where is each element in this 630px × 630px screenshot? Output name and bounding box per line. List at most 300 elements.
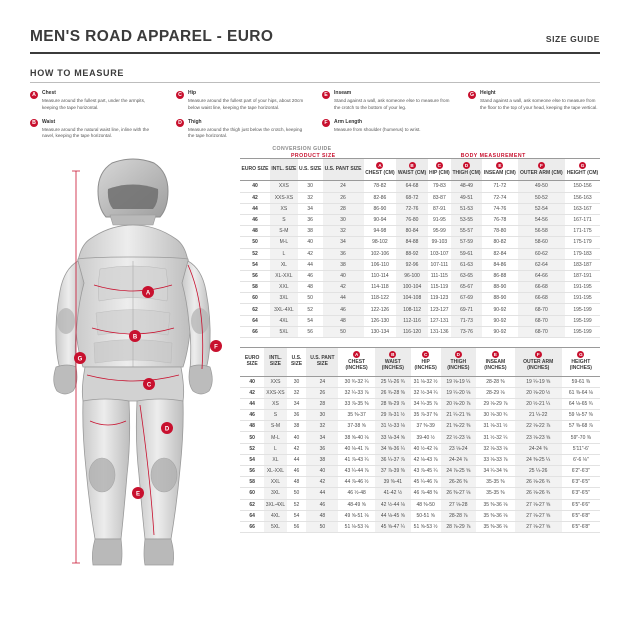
svg-text:F: F (214, 344, 218, 351)
table-cell: 111-115 (428, 270, 451, 281)
table-cell: XXS-XS (264, 387, 286, 398)
table-cell: 87-91 (428, 203, 451, 214)
table-cell: 22 ½-23 ⅛ (441, 432, 477, 443)
col-header-euro-size-in: EURO SIZE (240, 348, 264, 377)
table-cell: 44 (323, 293, 364, 304)
table-row (240, 376, 600, 387)
table-cell: 3XL (270, 293, 298, 304)
table-cell: 42 (306, 477, 338, 488)
table-cell: 35 ⅞-37 ⅜ (411, 410, 441, 421)
table-cell: 40 ⅛-41 ⅞ (338, 443, 375, 454)
table-cell: 32 ⅛-33 ⅛ (476, 443, 515, 454)
table-cell: 80-84 (396, 226, 428, 237)
table-cell: 38 (323, 259, 364, 270)
table-cell: 50 (298, 293, 323, 304)
table-cell: 56 (240, 270, 270, 281)
table-cell: 183-187 (565, 259, 600, 270)
table-cell: 66 (240, 326, 270, 337)
table-row (240, 304, 600, 315)
table-cell: S-M (270, 226, 298, 237)
table-cell: 45 ¼-46 ⅞ (411, 477, 441, 488)
table-cell: 32 (298, 192, 323, 203)
table-cell: 42 (287, 443, 307, 454)
table-cell: 91-95 (428, 214, 451, 225)
table-cell: 150-156 (565, 181, 600, 192)
table-cell: XS (264, 398, 286, 409)
table-cell: 50 (240, 237, 270, 248)
table-cell: 38 (298, 226, 323, 237)
col-badge-g: G (580, 163, 585, 169)
table-cell: 78-80 (482, 226, 518, 237)
table-cell: XXL (264, 477, 286, 488)
header-guide-block (480, 34, 600, 54)
measure-item-text: Measure from shoulder (humerus) to wrist. (334, 126, 421, 132)
table-cell: 191-195 (565, 293, 600, 304)
table-cell: 44 (240, 203, 270, 214)
table-cell: 64 ⅛-65 ¾ (562, 398, 600, 409)
col-header-chest-in: A CHEST (INCHES) (338, 348, 375, 377)
table-cell: 73-76 (451, 326, 482, 337)
table-cell: 60-62 (518, 248, 565, 259)
table-cell: 28 (306, 398, 338, 409)
table-cell: 82-86 (364, 192, 397, 203)
table-cell: 43 ¼-44 ⅞ (338, 466, 375, 477)
table-cell: 98-102 (364, 237, 397, 248)
table-cell: 58 (240, 477, 264, 488)
size-tables (240, 146, 600, 593)
table-cell: 28-28 ⅞ (441, 510, 477, 521)
table-cell: 28 ⅜-29 ⅞ (375, 398, 411, 409)
table-cell: XXL (270, 282, 298, 293)
table-cell: 36 (298, 214, 323, 225)
table-cell: 46 ⅞-48 ⅜ (411, 488, 441, 499)
table-cell: 64 (240, 315, 270, 326)
table-cell: 90-92 (482, 326, 518, 337)
table-cell: 29 ⅞-31 ½ (375, 410, 411, 421)
table-cell: 56 (298, 326, 323, 337)
table-cell: 38 ⅝-40 ⅛ (338, 432, 375, 443)
table-cell: 82-84 (482, 248, 518, 259)
table-cell: 115-119 (428, 282, 451, 293)
table-cell: 179-183 (565, 248, 600, 259)
table-cell: 37-38 ⅝ (338, 421, 375, 432)
table-cell: 30 (287, 376, 307, 387)
table-cell: 40 (298, 237, 323, 248)
table-cell: 52-54 (518, 203, 565, 214)
table-cell: 48-49 (451, 181, 482, 192)
table-cell: 59-61 (451, 248, 482, 259)
measure-item (30, 90, 162, 112)
table-row (240, 466, 600, 477)
table-row (240, 398, 600, 409)
col-header-hip-cm: C HIP (CM) (428, 159, 451, 181)
table-row (240, 510, 600, 521)
table-cell: 46 (240, 410, 264, 421)
table-cell: 4XL (264, 510, 286, 521)
col-header-height-cm: G HEIGHT (CM) (565, 159, 600, 181)
table-cell: 46 ½-48 (338, 488, 375, 499)
table-cell: 32 (287, 387, 307, 398)
table-cell: 60 (240, 293, 270, 304)
table-cell: 62-64 (518, 259, 565, 270)
table-cell: XL (264, 454, 286, 465)
table-cell: 3XL-4XL (270, 304, 298, 315)
size-guide-label: SIZE GUIDE (545, 34, 600, 44)
table-cell: 66-68 (518, 293, 565, 304)
table-cell: 48 (323, 315, 364, 326)
table-cell: 28-28 ⅜ (476, 376, 515, 387)
group-header-conversion-guide: CONVERSION GUIDE (272, 146, 332, 153)
table-cell: 28 ⅞-29 ⅞ (441, 521, 477, 532)
table-cell: 35 ⅜-36 ⅛ (476, 510, 515, 521)
measure-item (176, 90, 308, 112)
table-cell: 26 (323, 192, 364, 203)
col-header-outer-arm-cm: F OUTER ARM (CM) (518, 159, 565, 181)
table-cell: 49-51 (451, 192, 482, 203)
table-cell: 23 ⅛-24 (441, 443, 477, 454)
table-cell: 83-87 (428, 192, 451, 203)
table-cell: 24 ⅜-25 ¼ (515, 454, 562, 465)
table-cell: 29 ⅛-29 ⅞ (476, 398, 515, 409)
table-row (240, 315, 600, 326)
table-cell: 56-58 (518, 226, 565, 237)
table-cell: L (264, 443, 286, 454)
table-cell: 35-35 ⅜ (476, 477, 515, 488)
table-cell: 22 ⅛-22 ⅞ (515, 421, 562, 432)
col-badge-g: G (579, 352, 583, 357)
table-cell: 48 (287, 477, 307, 488)
table-cell: XXS (270, 181, 298, 192)
table-cell: 130-134 (364, 326, 397, 337)
svg-text:E: E (135, 491, 141, 498)
table-cell: 26 ⅜-27 ⅛ (441, 488, 477, 499)
table-cell: 100-104 (396, 282, 428, 293)
table-cell: L (270, 248, 298, 259)
table-cell: 35 ⅜-36 ⅛ (476, 499, 515, 510)
col-badge-f: F (535, 351, 542, 358)
table-cell: 27 ⅛-27 ⅝ (515, 499, 562, 510)
table-cell: 92-96 (396, 259, 428, 270)
table-cell: 42 (240, 192, 270, 203)
table-cell: 25 ¼-26 ¾ (375, 376, 411, 387)
table-row (240, 443, 600, 454)
table-cell: 171-175 (565, 226, 600, 237)
table-cell: 42 ½-44 ⅛ (375, 499, 411, 510)
table-cell: 27 ⅛-27 ⅝ (515, 510, 562, 521)
table-cell: 90-92 (482, 315, 518, 326)
col-header-us-pant-size: U.S. PANT SIZE (323, 159, 364, 181)
table-cell: 64 (240, 510, 264, 521)
table-cell: 195-199 (565, 315, 600, 326)
how-to-measure-divider (30, 82, 600, 83)
table-cell: 59 ⅛-57 ⅜ (562, 410, 600, 421)
col-header-thigh-in: D THIGH (INCHES) (441, 348, 477, 377)
measure-item-text: Stand against a wall, ask someone else to measure from the floor to the top of your head, keeping the tape vertical. (480, 98, 598, 110)
table-cell: 46 (287, 466, 307, 477)
table-cell: 106-110 (364, 259, 397, 270)
table-row (240, 270, 600, 281)
table-cell: 40 (240, 376, 264, 387)
table-cell: 54 (287, 510, 307, 521)
table-cell: 54 (298, 315, 323, 326)
table-cell: 127-131 (428, 315, 451, 326)
table-row (240, 387, 600, 398)
table-cell: XXS-XS (270, 192, 298, 203)
table-cell: 66-68 (518, 282, 565, 293)
table-row (240, 454, 600, 465)
table-cell: 45 ⅝-47 ¼ (375, 521, 411, 532)
table-cell: 31 ½-32 ¼ (476, 432, 515, 443)
table-cell: 31 ⅛-31 ½ (476, 421, 515, 432)
table-cell: 44 ⅞-46 ½ (338, 477, 375, 488)
callout-badge-e: E (322, 91, 330, 99)
table-cell: 35 ⅜-36 ⅛ (476, 521, 515, 532)
table-cell: 88-92 (396, 248, 428, 259)
measure-item (176, 119, 308, 141)
table-cm (240, 158, 600, 338)
table-cell: 90-94 (364, 214, 397, 225)
how-to-measure-column-3 (322, 90, 454, 147)
callout-badge-f: F (322, 119, 330, 127)
table-cell: 20 ⅛-20 ⅞ (441, 398, 477, 409)
rider-figure (30, 153, 236, 593)
table-cell: 42 (240, 387, 264, 398)
table-cell: S-M (264, 421, 286, 432)
table-cell: 103-107 (428, 248, 451, 259)
table-cell: 26 ⅛-26 ¾ (515, 488, 562, 499)
col-badge-c: C (423, 352, 428, 357)
table-cell: 49 ⅝-51 ⅛ (338, 510, 375, 521)
table-cell: 84-86 (482, 259, 518, 270)
table-cell: 46 (240, 214, 270, 225)
svg-text:A: A (145, 290, 151, 297)
table-cell: 66 (240, 521, 264, 532)
table-cell: 20 ⅛-20 ½ (515, 387, 562, 398)
table-cell: 43 ⅞-45 ¼ (411, 466, 441, 477)
table-row (240, 282, 600, 293)
table-cell: 104-108 (396, 293, 428, 304)
table-cell: M-L (264, 432, 286, 443)
table-cell: 6'5"-6'8" (562, 521, 600, 532)
table-cell: 4XL (270, 315, 298, 326)
page-title: MEN'S ROAD APPAREL - EURO (30, 28, 274, 45)
table-cell: 30 ¾-32 ¼ (338, 376, 375, 387)
table-cell: S (264, 410, 286, 421)
table-row (240, 237, 600, 248)
table-cell: 32 (323, 226, 364, 237)
table-row (240, 293, 600, 304)
table-cell: 44 (240, 398, 264, 409)
table-cell: 5'11"-6' (562, 443, 600, 454)
table-cell: 54 (240, 454, 264, 465)
table-cell: 33 ⅛-34 ⅝ (375, 432, 411, 443)
callout-badge-g: G (469, 91, 475, 98)
measure-item-name: Inseam (334, 90, 352, 96)
table-row (240, 488, 600, 499)
table-cell: 20 ½-21 ¼ (515, 398, 562, 409)
table-cell: 6'-6 ⅛" (562, 454, 600, 465)
table-cell: 26-26 ⅜ (441, 477, 477, 488)
table-cell: 90-92 (482, 304, 518, 315)
table-cell: 52 (240, 248, 270, 259)
table-row (240, 499, 600, 510)
col-badge-b: B (391, 352, 395, 357)
table-cell: 68-70 (518, 304, 565, 315)
table-cell: 30 (306, 410, 338, 421)
table-cell: 71-73 (451, 315, 482, 326)
table-cell: 39-40 ½ (411, 432, 441, 443)
table-cell: 3XL (264, 488, 286, 499)
table-cell: 63-65 (451, 270, 482, 281)
table-cell: 28 (323, 203, 364, 214)
table-cell: 36 (323, 248, 364, 259)
table-cell: 24 (306, 376, 338, 387)
table-row (240, 421, 600, 432)
table-cell: 27 ⅛-27 ⅝ (515, 521, 562, 532)
table-cell: XL-XXL (270, 270, 298, 281)
measure-item-name: Thigh (188, 118, 202, 125)
table-cell: 34 (298, 203, 323, 214)
table-cell: 34 ⅝-36 ¼ (375, 443, 411, 454)
callout-badge-b: B (30, 119, 38, 127)
table-cell: 40 (323, 270, 364, 281)
col-header-us-pant-size-in: U.S. PANT SIZE (306, 348, 338, 377)
how-to-measure-column-2 (176, 90, 308, 147)
table-cell: 52 (287, 499, 307, 510)
table-cell: 50 (323, 326, 364, 337)
table-cell: 24 ⅞-25 ⅝ (441, 466, 477, 477)
table-cell: 99-103 (428, 237, 451, 248)
table-cell: 46 (298, 270, 323, 281)
table-cell: 50-52 (518, 192, 565, 203)
how-to-measure-columns (30, 90, 600, 147)
table-cell: 55-57 (451, 226, 482, 237)
table-cell: 72-74 (482, 192, 518, 203)
col-badge-b: B (410, 163, 414, 169)
table-cell: 38 (287, 421, 307, 432)
table-cell: 6'2"-6'3" (562, 466, 600, 477)
table-cell: 30 ⅛-30 ¾ (476, 410, 515, 421)
col-badge-d: D (456, 352, 460, 357)
table-cell: 24-24 ⅞ (441, 454, 477, 465)
col-header-thigh-cm: D THIGH (CM) (451, 159, 482, 181)
table-cell: 114-118 (364, 282, 397, 293)
table-cell: 51-53 (451, 203, 482, 214)
table-row (240, 192, 600, 203)
table-cell: 41 ⅞-43 ¼ (338, 454, 375, 465)
table-cell: 59-61 ⅜ (562, 376, 600, 387)
table-cell: 3XL-4XL (264, 499, 286, 510)
table-cell: 116-120 (396, 326, 428, 337)
table-row (240, 521, 600, 532)
table-row (240, 248, 600, 259)
col-badge-a: A (378, 163, 382, 169)
table-cell: 58-60 (518, 237, 565, 248)
how-to-measure-column-4 (468, 90, 600, 147)
table-cell: 37 ⅜-39 (411, 421, 441, 432)
table-cell: 32 ¼-33 ⅞ (338, 387, 375, 398)
table-cell: 62 (240, 304, 270, 315)
svg-text:B: B (132, 334, 138, 341)
table-cell: 50-51 ⅝ (411, 510, 441, 521)
table-cell: 35 ⅜-37 (338, 410, 375, 421)
table-row (240, 432, 600, 443)
table-cell: 24 (323, 181, 364, 192)
table-cell: 26 ⅛-26 ¾ (515, 477, 562, 488)
table-cell: XL-XXL (264, 466, 286, 477)
table-cell: 32 ½-34 ¼ (411, 387, 441, 398)
table-cell: 48 ⅜-50 (411, 499, 441, 510)
col-badge-c: C (437, 163, 441, 169)
table-cell: 6'3"-6'5" (562, 477, 600, 488)
col-header-height-in: G HEIGHT (INCHES) (562, 348, 600, 377)
table-cell: 34 (306, 432, 338, 443)
table-cell: 48 (240, 226, 270, 237)
table-cell: 48 (306, 510, 338, 521)
col-header-us-size: U.S. SIZE (298, 159, 323, 181)
group-header-product-size: PRODUCT SIZE (290, 153, 336, 160)
table-cell: 94-98 (364, 226, 397, 237)
measure-item-text: Measure around the natural waist line, inline with the navel, keeping the tape horizontal. (42, 126, 149, 139)
table-inches-body (240, 376, 600, 533)
col-header-intl-size-in: INTL. SIZE (264, 348, 286, 377)
table-cell: 56 (240, 466, 264, 477)
measure-item-name: Hip (188, 90, 197, 96)
col-header-inseam-cm: E INSEAM (CM) (482, 159, 518, 181)
table-cell: 21 ¼-21 ⅝ (441, 410, 477, 421)
table-cell: 76-80 (396, 214, 428, 225)
table-cell: S (270, 214, 298, 225)
table-cell: XS (270, 203, 298, 214)
table-cell: 72-76 (396, 203, 428, 214)
col-header-waist-cm: B WAIST (CM) (396, 159, 428, 181)
table-cm-head (240, 159, 600, 181)
table-cell: 112-116 (396, 315, 428, 326)
table-inches (240, 347, 600, 533)
table-cell: 74-76 (482, 203, 518, 214)
measure-item-name: Height (480, 90, 496, 96)
table-cell: 36 (306, 443, 338, 454)
table-cell: 40 (287, 432, 307, 443)
table-cell: 86-90 (364, 203, 397, 214)
table-row (240, 259, 600, 270)
table-cell: 32 (306, 421, 338, 432)
table-cell: 54-56 (518, 214, 565, 225)
table-cell: 44 (306, 488, 338, 499)
col-badge-f: F (538, 162, 545, 169)
table-cell: 54 (240, 259, 270, 270)
table-cm-body (240, 181, 600, 338)
table-cell: 78-82 (364, 181, 397, 192)
col-header-hip-in: C HIP (INCHES) (411, 348, 441, 377)
table-cell: 52 (298, 304, 323, 315)
table-cell: 34 ¼-34 ⅝ (476, 466, 515, 477)
table-cell: 44 ⅛-45 ⅝ (375, 510, 411, 521)
table-row (240, 477, 600, 488)
table-cell: 67-69 (451, 293, 482, 304)
table-cell: 195-199 (565, 326, 600, 337)
table-cell: 108-112 (396, 304, 428, 315)
table-cell: M-L (270, 237, 298, 248)
table-cell: 37 ⅞-39 ⅜ (375, 466, 411, 477)
table-cell: 38 (306, 454, 338, 465)
col-header-inseam-in: E INSEAM (INCHES) (476, 348, 515, 377)
table-cell: 48 (298, 282, 323, 293)
table-cell: 6'5"-6'6" (562, 499, 600, 510)
table-cell: 31 ½-33 ⅛ (375, 421, 411, 432)
measure-item-text: Measure around the fullest part of your hips, about 20cm below waist line, keeping the tape horizontal. (188, 98, 304, 110)
main-content (30, 146, 600, 593)
